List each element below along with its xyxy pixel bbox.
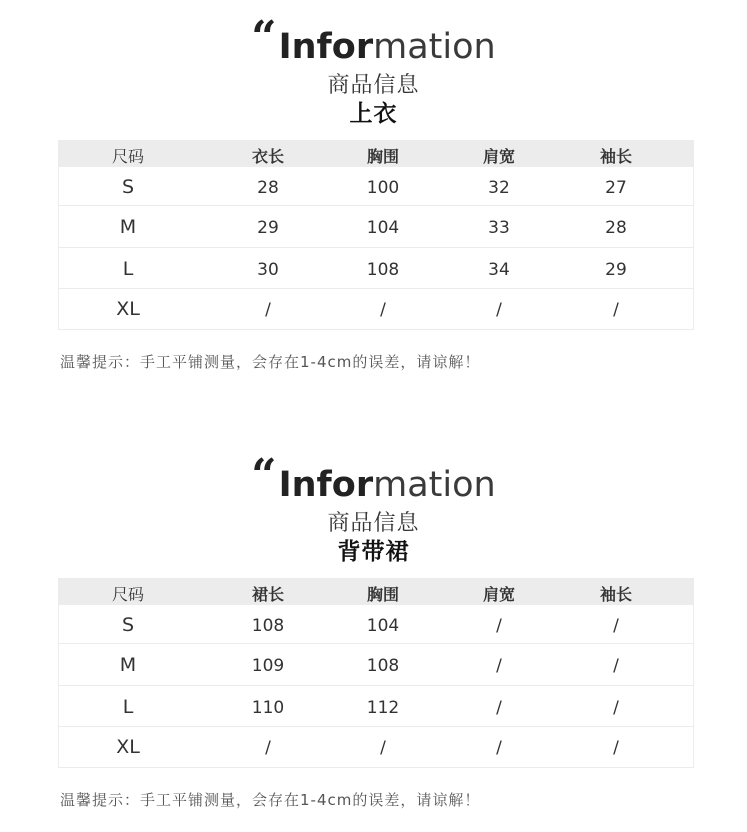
header-sleeve: 袖长 [599,147,633,166]
header-shoulder: 肩宽 [482,585,516,604]
header-shoulder: 肩宽 [482,147,516,166]
header-chest: 胸围 [366,585,400,604]
size-table [58,578,694,768]
measurement-note: 温馨提示：手工平铺测量，会存在1-4cm的误差，请谅解！ [60,791,481,809]
cell-chest: 104 [366,616,400,636]
cell-chest: 112 [366,698,400,718]
heading-bold-part: Infor [278,27,374,67]
quote-mark: “ [251,450,271,501]
cell-length: / [265,738,271,758]
header-size: 尺码 [111,585,145,604]
cell-size: L [122,696,134,718]
cell-length: 30 [257,260,279,280]
cell-sleeve: 28 [605,218,627,238]
cell-shoulder: / [496,698,502,718]
garment-title: 上衣 [349,101,398,127]
cell-shoulder: 33 [488,218,510,238]
cell-length: 109 [251,656,285,676]
heading-light-part: mation [373,27,496,67]
cell-shoulder: / [496,300,502,320]
cell-sleeve: / [613,656,619,676]
cell-sleeve: / [613,300,619,320]
table-row [59,206,693,248]
cell-length: 108 [251,616,285,636]
cell-length: 28 [257,178,279,198]
table-row [59,644,693,686]
cell-sleeve: 29 [605,260,627,280]
cell-size: M [119,216,137,238]
cell-size: XL [116,736,140,758]
cell-chest: / [380,738,386,758]
cell-sleeve: / [613,616,619,636]
table-row [59,289,693,329]
cell-shoulder: 34 [488,260,510,280]
table-header-row [59,579,693,605]
header-chest: 胸围 [366,147,400,166]
cell-shoulder: / [496,656,502,676]
table-row [59,686,693,727]
header-length: 裙长 [251,585,285,604]
garment-title: 背带裙 [337,539,410,565]
quote-mark: “ [251,12,271,63]
heading-light-part: mation [373,465,496,505]
cell-size: S [121,614,135,636]
information-heading [0,450,747,508]
table-row [59,167,693,206]
cell-length: 110 [251,698,285,718]
cell-chest: 100 [366,178,400,198]
cell-size: M [119,654,137,676]
cell-shoulder: / [496,616,502,636]
table-row [59,605,693,644]
product-info-subtitle: 商品信息 [327,511,420,536]
cell-shoulder: / [496,738,502,758]
cell-size: S [121,176,135,198]
table-header-row [59,141,693,167]
cell-chest: 108 [366,260,400,280]
cell-length: 29 [257,218,279,238]
product-info-subtitle: 商品信息 [327,73,420,98]
cell-shoulder: 32 [488,178,510,198]
cell-length: / [265,300,271,320]
cell-chest: 104 [366,218,400,238]
table-row [59,248,693,289]
table-row [59,727,693,767]
header-sleeve: 袖长 [599,585,633,604]
cell-size: L [122,258,134,280]
cell-sleeve: / [613,698,619,718]
cell-chest: 108 [366,656,400,676]
cell-sleeve: / [613,738,619,758]
cell-size: XL [116,298,140,320]
heading-bold-part: Infor [278,465,374,505]
header-size: 尺码 [111,147,145,166]
cell-chest: / [380,300,386,320]
information-heading [0,12,747,70]
measurement-note: 温馨提示：手工平铺测量，会存在1-4cm的误差，请谅解！ [60,353,481,371]
cell-sleeve: 27 [605,178,627,198]
size-table [58,140,694,330]
header-length: 衣长 [251,147,285,166]
